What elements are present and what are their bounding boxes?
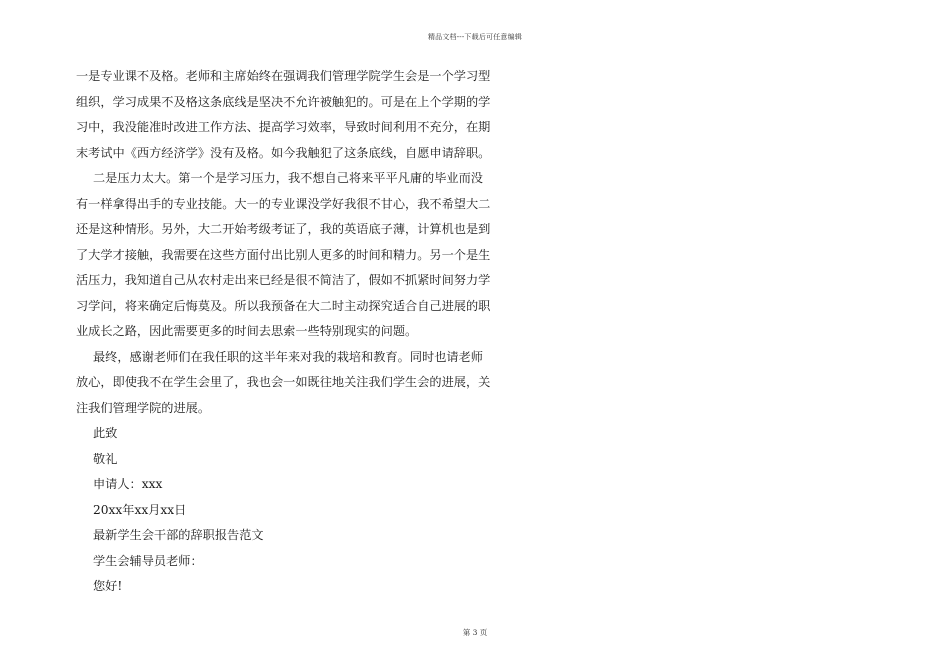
- text-line: 有一样拿得出手的专业技能。大一的专业课没学好我很不甘心，我不希望大二: [76, 196, 491, 211]
- text-line: 习学问，将来确定后悔莫及。所以我预备在大二时主动探究适合自己进展的职: [76, 298, 491, 313]
- applicant-line: 申请人：xxx: [93, 477, 163, 491]
- text-line: 最终，感谢老师们在我任职的这半年来对我的栽培和教育。同时也请老师: [93, 349, 483, 364]
- text-line: 一是专业课不及格。老师和主席始终在强调我们管理学院学生会是一个学习型: [76, 69, 491, 83]
- section-title: 最新学生会干部的辞职报告范文: [93, 528, 264, 542]
- page-header: 精品文档---下载后可任意编辑: [427, 33, 523, 41]
- text-line: 放心，即使我不在学生会里了，我也会一如既往地关注我们学生会的进展，关: [76, 375, 491, 389]
- text-line: 还是这种情形。另外，大二开始考级考证了，我的英语底子薄，计算机也是到: [76, 222, 491, 236]
- text-line: 注我们管理学院的进展。: [76, 400, 211, 415]
- text-line: 二是压力太大。第一个是学习压力，我不想自己将来平平凡庸的毕业而没: [93, 171, 483, 185]
- text-line: 业成长之路，因此需要更多的时间去思索一些特别现实的问题。: [76, 324, 418, 338]
- text-line: 末考试中《西方经济学》没有及格。如今我触犯了这条底线，自愿申请辞职。: [76, 145, 491, 160]
- closing-line: 此致: [93, 426, 118, 440]
- text-line: 习中，我没能准时改进工作方法、提高学习效率，导致时间利用不充分，在期: [76, 120, 491, 134]
- greeting-line: 您好!: [93, 579, 123, 593]
- text-line: 活压力，我知道自己从农村走出来已经是很不简洁了，假如不抓紧时间努力学: [76, 273, 491, 287]
- document-body: [76, 64, 491, 600]
- closing-line: 敬礼: [93, 451, 118, 466]
- page-number: 第 3 页: [462, 628, 488, 637]
- text-line: 组织，学习成果不及格这条底线是坚决不允许被触犯的。可是在上个学期的学: [76, 94, 491, 109]
- salutation-line: 学生会辅导员老师：: [93, 553, 203, 568]
- date-line: 20xx年xx月xx日: [93, 502, 187, 517]
- text-line: 了大学才接触，我需要在这些方面付出比别人更多的时间和精力。另一个是生: [76, 247, 491, 262]
